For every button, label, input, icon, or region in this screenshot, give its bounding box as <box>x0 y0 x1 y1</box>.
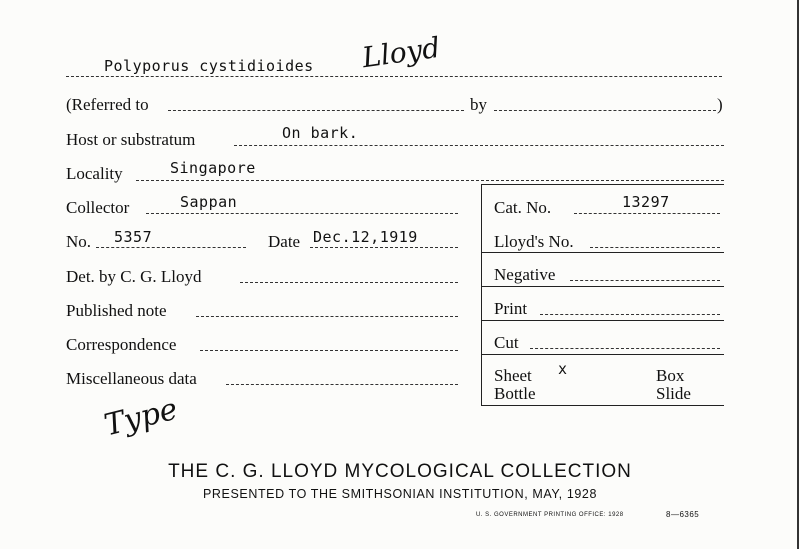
catalog-divider-1 <box>481 252 724 253</box>
box-label: Box <box>656 366 685 385</box>
referred-line <box>168 110 464 111</box>
host-value: On bark. <box>282 124 359 142</box>
by-label: by <box>470 95 487 114</box>
cut-line <box>530 348 720 349</box>
referred-label: (Referred to <box>66 95 149 114</box>
type-handwritten: Type <box>100 391 182 444</box>
correspondence-line <box>200 350 458 351</box>
bottle-label: Bottle <box>494 384 536 403</box>
date-label: Date <box>268 232 301 251</box>
locality-label: Locality <box>66 164 123 183</box>
locality-line <box>136 180 724 181</box>
form-number: 8—6365 <box>666 510 700 519</box>
species-name: Polyporus cystidioides <box>104 57 314 75</box>
published-line <box>196 316 458 317</box>
det-label: Det. by C. G. Lloyd <box>66 267 202 286</box>
printing-office-note: U. S. GOVERNMENT PRINTING OFFICE: 1928 <box>476 512 624 518</box>
print-line <box>540 314 720 315</box>
catalog-divider-3 <box>481 320 724 321</box>
by-line <box>494 110 716 111</box>
lloyds-no-line <box>590 247 720 248</box>
catalog-box-top-border <box>481 184 724 185</box>
sheet-check-mark: x <box>558 360 568 378</box>
correspondence-label: Correspondence <box>66 335 177 354</box>
cut-label: Cut <box>494 333 519 352</box>
collection-title: THE C. G. LLOYD MYCOLOGICAL COLLECTION <box>168 461 632 482</box>
published-label: Published note <box>66 301 167 320</box>
collector-line <box>146 213 458 214</box>
collection-subtitle: PRESENTED TO THE SMITHSONIAN INSTITUTION, MAY, 1928 <box>202 487 598 501</box>
no-value: 5357 <box>114 228 153 246</box>
catalog-divider-4 <box>481 354 724 355</box>
cat-value: 13297 <box>622 193 670 211</box>
print-label: Print <box>494 299 528 318</box>
slide-label: Slide <box>656 384 691 403</box>
cat-line <box>574 213 720 214</box>
no-label: No. <box>66 232 92 251</box>
author-handwritten: Lloyd <box>360 30 443 75</box>
negative-label: Negative <box>494 265 556 284</box>
sheet-label: Sheet <box>494 366 532 385</box>
misc-label: Miscellaneous data <box>66 369 197 388</box>
collector-label: Collector <box>66 198 130 217</box>
species-line <box>66 76 722 77</box>
lloyds-no-label: Lloyd's No. <box>494 232 574 251</box>
det-line <box>240 282 458 283</box>
catalog-divider-2 <box>481 286 724 287</box>
no-line <box>96 247 246 248</box>
collector-value: Sappan <box>180 193 238 211</box>
locality-value: Singapore <box>170 159 256 177</box>
catalog-box-bottom-border <box>481 405 724 406</box>
cat-label: Cat. No. <box>494 198 552 217</box>
catalog-box-left-border <box>481 184 482 406</box>
date-line <box>310 247 458 248</box>
date-value: Dec.12,1919 <box>313 228 418 246</box>
close-paren: ) <box>717 95 723 114</box>
scan-right-edge <box>797 0 799 549</box>
misc-line <box>226 384 458 385</box>
host-label: Host or substratum <box>66 130 196 149</box>
host-line <box>234 145 724 146</box>
negative-line <box>570 280 720 281</box>
